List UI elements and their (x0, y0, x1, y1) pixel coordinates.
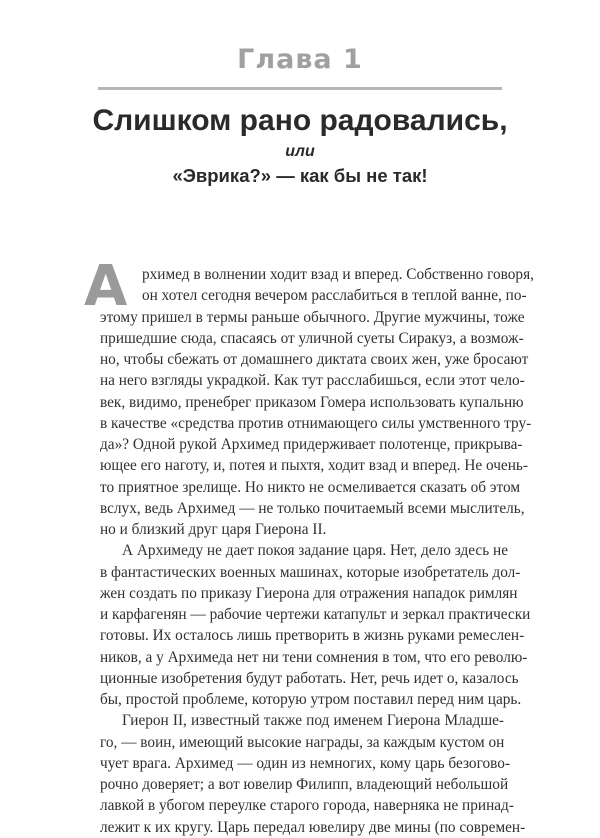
text-line: но, чтобы сбежать от домашнего диктата своих жен, уже бросают (100, 351, 529, 368)
chapter-subtitle: «Эврика?» — как бы не так! (172, 165, 428, 186)
text-line: век, видимо, пренебрег приказом Гомера использовать купальню (100, 393, 524, 411)
chapter-title: Слишком рано радовались, (92, 104, 508, 137)
text-line: то приятное зрелище. Но никто не осмеливается сказать об этом (100, 478, 520, 496)
text-line: на него взгляды украдкой. Как тут расслабишься, если этот чело- (100, 372, 525, 390)
text-line: бы, простой проблеме, которую утром поставил перед ним царь. (100, 691, 522, 708)
text-line: в качестве «средства против отнимающего силы умственного тру- (100, 414, 532, 432)
text-line: го, — воин, имеющий высокие награды, за каждым кустом он (100, 733, 505, 751)
text-line: рочно доверяет; а вот ювелир Филипп, владеющий небольшой (100, 776, 509, 793)
text-line: этому пришел в термы раньше обычного. Другие мужчины, тоже (100, 308, 525, 326)
chapter-label: Глава 1 (237, 44, 363, 75)
text-line: ников, а у Архимеда нет ни тени сомнения в том, что его револю- (100, 648, 528, 666)
body-text (100, 264, 534, 838)
text-line: вслух, ведь Архимед — не только почитаемый всеми мыслитель, (100, 499, 525, 517)
chapter-divider (98, 87, 502, 90)
text-line: рхимед в волнении ходит взад и вперед. Собственно говоря, (142, 266, 534, 283)
text-line: жен создать по приказу Гиерона для отражения нападок римлян (100, 584, 518, 602)
text-line: и карфагенян — рабочие чертежи катапульт и зеркал практически (100, 606, 531, 623)
text-line: Гиерон II, известный также под именем Гиерона Младше- (122, 712, 504, 730)
text-line: ющее его наготу, и, потея и пыхтя, ходит взад и вперед. Не очень- (100, 457, 528, 475)
text-line: пришедшие сюда, спасаясь от уличной суеты Сиракуз, а возмож- (100, 329, 524, 347)
text-line: А Архимеду не дает покоя задание царя. Нет, дело здесь не (122, 542, 508, 560)
text-line: он хотел сегодня вечером расслабиться в теплой ванне, по- (142, 287, 527, 305)
text-line: да»? Одной рукой Архимед придерживает полотенце, прикрыва- (100, 436, 523, 453)
text-line: в фантастических военных машинах, которые изобретатель дол- (100, 563, 521, 581)
text-line: готовы. Их осталось лишь претворить в жизнь руками ремеслен- (100, 627, 525, 645)
text-line: но и близкий друг царя Гиерона II. (100, 521, 327, 538)
text-line: ционные изобретения будут работать. Нет, речь идет о, казалось (100, 669, 519, 687)
title-connector: или (285, 143, 315, 160)
text-line: лежит к их кругу. Царь передал ювелиру две мины (по современ- (100, 818, 526, 836)
text-line: лавкой в убогом переулке старого города, наверняка не принад- (100, 797, 514, 815)
drop-cap: А (84, 254, 128, 319)
text-line: чует врага. Архимед — один из немногих, кому царь безогово- (100, 754, 510, 772)
